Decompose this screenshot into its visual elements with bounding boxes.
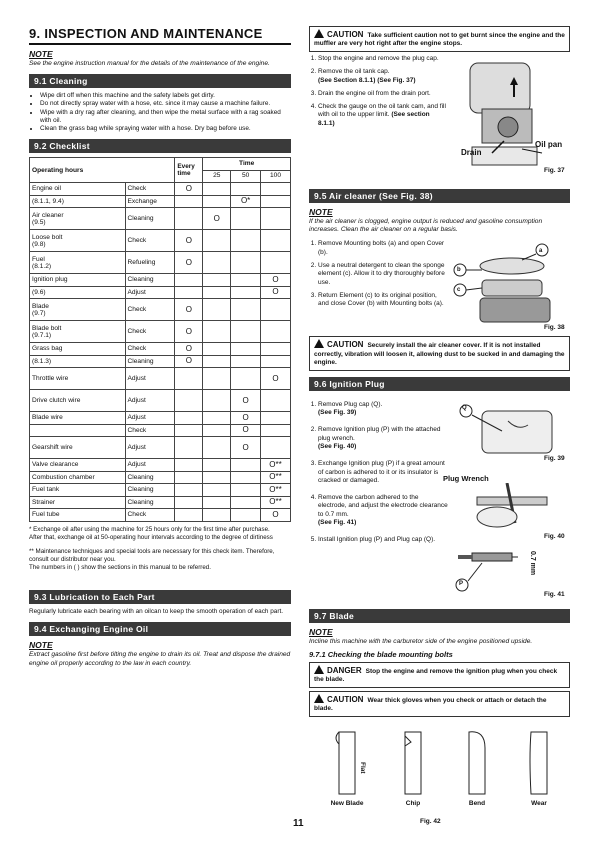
- cell-item: (8.1.1, 9.4): [30, 195, 126, 208]
- cell-50h: O: [231, 390, 261, 412]
- section-air-cleaner-title: 9.5 Air cleaner (See Fig. 38): [309, 189, 570, 203]
- table-row: [30, 183, 291, 196]
- footnote-4: The numbers in ( ) show the sections in this manual to be referred.: [29, 563, 211, 571]
- plug-wrench-label: Plug Wrench: [443, 473, 489, 483]
- table-row: [30, 208, 291, 230]
- warning-triangle-icon: [314, 29, 324, 38]
- cell-50h: [231, 286, 261, 299]
- right-column: [309, 26, 570, 810]
- cell-25h: [203, 195, 231, 208]
- cell-item: Engine oil: [30, 183, 126, 196]
- blade-figure-block: [309, 720, 570, 810]
- cell-100h: O: [261, 274, 291, 287]
- cell-25h: [203, 252, 231, 274]
- cell-50h: [231, 471, 261, 484]
- danger-box: [309, 662, 570, 688]
- cell-every-time: [175, 368, 203, 390]
- cell-item: Grass bag: [30, 343, 126, 356]
- header-25: 25: [203, 170, 231, 183]
- engine-oil-steps-block: [309, 55, 570, 183]
- cell-25h: [203, 459, 231, 472]
- fig-a-label: a: [539, 248, 543, 255]
- section-checklist-title: 9.2 Checklist: [29, 139, 291, 153]
- cell-item: Valve clearance: [30, 459, 126, 472]
- fig-40-illustration: [467, 483, 567, 535]
- cell-every-time: [175, 424, 203, 437]
- cell-item: Strainer: [30, 496, 126, 509]
- cell-100h: O: [261, 368, 291, 390]
- list-item: 5. Install Ignition plug (P) and Plug cap (Q).: [318, 536, 448, 544]
- cell-25h: [203, 412, 231, 425]
- header-operating-hours: Operating hours: [30, 158, 175, 183]
- bend-blade-drawing: [469, 731, 485, 793]
- cell-50h: [231, 355, 261, 368]
- cell-50h: [231, 208, 261, 230]
- footnote-3: ** Maintenance techniques and special tools are necessary for this check item. Therefore, consult our distributor near you.: [29, 547, 275, 563]
- cell-every-time: [175, 509, 203, 522]
- fig-42-illustration: [309, 728, 570, 800]
- cell-100h: [261, 343, 291, 356]
- blade-label-new: New Blade: [330, 799, 364, 807]
- fig-41-illustration: [452, 545, 532, 595]
- cell-every-time: [175, 471, 203, 484]
- cell-action: Adjust: [125, 368, 175, 390]
- list-item: 1. Stop the engine and remove the plug cap.: [318, 55, 446, 63]
- caution-text: Take sufficient caution not to get burnt since the engine and the muffler are very hot right after the engine stops.: [314, 32, 565, 48]
- cell-action: Check: [125, 343, 175, 356]
- cell-50h: O: [231, 412, 261, 425]
- cell-25h: [203, 471, 231, 484]
- cell-25h: [203, 355, 231, 368]
- cell-action: Exchange: [125, 195, 175, 208]
- cell-item: Blade bolt (9.7.1): [30, 321, 126, 343]
- intro-note: See the engine instruction manual for the details of the maintenance of the engine.: [29, 60, 270, 67]
- cell-action: Cleaning: [125, 484, 175, 497]
- cell-every-time: [175, 484, 203, 497]
- engine-oil-steps: [309, 55, 446, 128]
- caution-box: [309, 26, 570, 52]
- cell-action: Cleaning: [125, 208, 175, 230]
- cell-25h: [203, 509, 231, 522]
- caution-tag: CAUTION: [327, 340, 364, 350]
- caution-box: [309, 336, 570, 370]
- fig-oilpan-label: Oil pan: [535, 139, 563, 149]
- fig-p-label: P: [459, 580, 464, 587]
- cell-50h: [231, 496, 261, 509]
- cell-50h: [231, 509, 261, 522]
- table-row: [30, 412, 291, 425]
- table-row: [30, 274, 291, 287]
- table-row: [30, 484, 291, 497]
- checklist-body: [30, 183, 291, 522]
- cell-item: [30, 424, 126, 437]
- section-cleaning-title: 9.1 Cleaning: [29, 74, 291, 88]
- table-row: [30, 321, 291, 343]
- cell-every-time: O: [175, 343, 203, 356]
- new-blade-drawing: [336, 732, 355, 794]
- cell-action: Adjust: [125, 459, 175, 472]
- cell-every-time: O: [175, 252, 203, 274]
- blade-label-chip: Chip: [405, 799, 421, 807]
- table-row: [30, 509, 291, 522]
- cell-action: Adjust: [125, 437, 175, 459]
- list-item: 1. Remove Plug cap (Q). (See Fig. 39): [318, 401, 448, 418]
- cell-25h: [203, 496, 231, 509]
- section-blade-title: 9.7 Blade: [309, 609, 570, 623]
- gap-label: 0.7 mm: [529, 550, 536, 575]
- cell-item: Drive clutch wire: [30, 390, 126, 412]
- cell-every-time: [175, 208, 203, 230]
- blade-subsection-title: 9.7.1 Checking the blade mounting bolts: [309, 649, 453, 659]
- list-item: • Do not directly spray water with a hose, etc. since it may cause a machine failure.: [40, 100, 291, 108]
- fig-drain-label: Drain: [461, 147, 482, 157]
- cell-50h: [231, 230, 261, 252]
- cell-action: Check: [125, 299, 175, 321]
- cell-100h: O**: [261, 484, 291, 497]
- cell-action: Cleaning: [125, 471, 175, 484]
- cell-action: Check: [125, 424, 175, 437]
- air-cleaner-block: [309, 240, 570, 332]
- cell-action: Adjust: [125, 412, 175, 425]
- chip-blade-drawing: [405, 732, 421, 794]
- cell-50h: [231, 368, 261, 390]
- warning-triangle-icon: [314, 665, 324, 674]
- cell-50h: O: [231, 437, 261, 459]
- cell-50h: [231, 252, 261, 274]
- cell-item: Fuel tube: [30, 509, 126, 522]
- section-ignition-plug-title: 9.6 Ignition Plug: [309, 377, 570, 391]
- cell-100h: [261, 299, 291, 321]
- cell-item: Throttle wire: [30, 368, 126, 390]
- ignition-plug-block: [309, 395, 570, 605]
- cell-every-time: [175, 286, 203, 299]
- list-item: • Wipe with a dry rag after cleaning, and then wipe the metal surface with a rag soaked with oil.: [40, 109, 291, 125]
- cell-100h: [261, 390, 291, 412]
- cell-50h: [231, 321, 261, 343]
- cell-item: Loose bolt (9.8): [30, 230, 126, 252]
- section-lubrication-title: 9.3 Lubrication to Each Part: [29, 590, 291, 604]
- fig-39-illustration: [452, 401, 570, 461]
- list-item: 1. Remove Mounting bolts (a) and open Cover (b).: [318, 240, 446, 257]
- cell-25h: [203, 274, 231, 287]
- table-row: [30, 355, 291, 368]
- engine-oil-figure: [452, 57, 570, 177]
- cell-every-time: [175, 459, 203, 472]
- lubrication-text: Regularly lubricate each bearing with an oilcan to keep the smooth operation of each part.: [29, 607, 284, 615]
- wear-blade-drawing: [530, 732, 547, 794]
- cell-100h: O**: [261, 471, 291, 484]
- cell-item: Fuel tank: [30, 484, 126, 497]
- fig-41-label: Fig. 41: [544, 590, 565, 598]
- cell-25h: [203, 321, 231, 343]
- fig-42-label: Fig. 42: [420, 818, 441, 825]
- cell-25h: [203, 368, 231, 390]
- cell-50h: [231, 343, 261, 356]
- cell-action: Adjust: [125, 390, 175, 412]
- cell-item: Combustion chamber: [30, 471, 126, 484]
- cell-100h: [261, 183, 291, 196]
- checklist-table: [29, 157, 291, 522]
- cell-100h: [261, 230, 291, 252]
- cell-50h: [231, 299, 261, 321]
- cell-every-time: [175, 274, 203, 287]
- engine-oil-note: Extract gasoline first before tilting the engine to drain its oil. Treat and dispose the drained engine oil properly according to the law in each country.: [29, 651, 291, 667]
- cell-action: Cleaning: [125, 355, 175, 368]
- cell-50h: [231, 274, 261, 287]
- cell-every-time: O: [175, 299, 203, 321]
- cell-every-time: O: [175, 230, 203, 252]
- table-row: [30, 299, 291, 321]
- cell-100h: [261, 252, 291, 274]
- fig-b-label: b: [457, 267, 461, 274]
- cell-action: Check: [125, 321, 175, 343]
- table-row: [30, 471, 291, 484]
- cell-action: Check: [125, 183, 175, 196]
- cell-100h: O**: [261, 459, 291, 472]
- list-item: 3. Drain the engine oil from the drain port.: [318, 90, 446, 98]
- cell-item: Blade (9.7): [30, 299, 126, 321]
- cell-every-time: O: [175, 183, 203, 196]
- table-row: [30, 496, 291, 509]
- section-engine-oil-title: 9.4 Exchanging Engine Oil: [29, 622, 291, 636]
- cell-every-time: [175, 437, 203, 459]
- cell-item: Blade wire: [30, 412, 126, 425]
- footnote-1: * Exchange oil after using the machine for 25 hours only for the first time after purchase.: [29, 525, 270, 533]
- warning-triangle-icon: [314, 339, 324, 348]
- cell-50h: [231, 484, 261, 497]
- cell-every-time: [175, 195, 203, 208]
- cell-every-time: [175, 390, 203, 412]
- cell-action: Check: [125, 509, 175, 522]
- fig-q-label: Q: [462, 404, 467, 411]
- list-item: • Wipe dirt off when this machine and the safety labels get dirty.: [40, 92, 291, 100]
- cell-50h: [231, 183, 261, 196]
- list-item: 4. Check the gauge on the oil tank cam, and fill with oil to the upper limit. (See section 8.1.1): [318, 103, 446, 128]
- fig-38-label: Fig. 38: [544, 324, 565, 332]
- cleaning-list: [29, 92, 291, 133]
- fig-40-label: Fig. 40: [544, 532, 565, 540]
- cell-100h: [261, 208, 291, 230]
- page-number: 11: [293, 818, 304, 829]
- cell-25h: [203, 230, 231, 252]
- cell-100h: [261, 437, 291, 459]
- cell-25h: [203, 183, 231, 196]
- cell-100h: [261, 195, 291, 208]
- table-row: [30, 368, 291, 390]
- cell-every-time: O: [175, 321, 203, 343]
- blade-label-bend: Bend: [468, 799, 486, 807]
- cell-item: Air cleaner (9.5): [30, 208, 126, 230]
- table-row: [30, 230, 291, 252]
- header-100: 100: [261, 170, 291, 183]
- cell-25h: [203, 343, 231, 356]
- caution-tag: CAUTION: [327, 694, 364, 704]
- list-item: 2. Remove the oil tank cap. (See Section 8.1.1) (See Fig. 37): [318, 68, 446, 85]
- cell-item: (9.6): [30, 286, 126, 299]
- air-cleaner-note: If the air cleaner is clogged, engine output is reduced and gasoline consumption increases. Clean the air cleaner on a regular basis.: [309, 217, 543, 234]
- blade-note: Incline this machine with the carburetor side of the engine positioned upside.: [309, 637, 533, 645]
- cell-action: Check: [125, 230, 175, 252]
- caution-text: Wear thick gloves when you check or attach or detach the blade.: [314, 696, 547, 713]
- air-cleaner-steps: [309, 240, 446, 308]
- cell-50h: [231, 459, 261, 472]
- caution-tag: CAUTION: [327, 30, 364, 39]
- cell-25h: O: [203, 208, 231, 230]
- fig-c-label: c: [457, 287, 461, 294]
- cell-100h: O: [261, 286, 291, 299]
- cell-100h: O: [261, 509, 291, 522]
- header-50: 50: [231, 170, 261, 183]
- cell-25h: [203, 390, 231, 412]
- note-label: NOTE: [309, 206, 333, 217]
- cell-100h: O**: [261, 496, 291, 509]
- danger-tag: DANGER: [327, 665, 362, 675]
- cell-item: (8.1.3): [30, 355, 126, 368]
- cell-every-time: [175, 412, 203, 425]
- blade-label-wear: Wear: [531, 799, 547, 807]
- caution-text: Securely install the air cleaner cover. If it is not installed correctly, vibration will loosen it, allowing dust to be sucked in and damaging the engine.: [314, 342, 565, 367]
- cell-item: Ignition plug: [30, 274, 126, 287]
- ignition-plug-steps: [309, 395, 448, 545]
- cell-every-time: [175, 496, 203, 509]
- list-item: 3. Exchange Ignition plug (P) if a great amount of carbon is adhered to it or its insulator is cracked or damaged.: [318, 460, 448, 485]
- cell-50h: O*: [231, 195, 261, 208]
- cell-25h: [203, 299, 231, 321]
- table-row: [30, 437, 291, 459]
- header-time: Time: [203, 158, 291, 171]
- fig-37-label: Fig. 37: [544, 166, 565, 174]
- cell-100h: [261, 321, 291, 343]
- table-row: [30, 459, 291, 472]
- danger-text: Stop the engine and remove the ignition plug when you check the blade.: [314, 667, 558, 684]
- list-item: • Clean the grass bag while spraying water with a hose. Dry bag before use.: [40, 125, 291, 133]
- cell-action: Refueling: [125, 252, 175, 274]
- cell-100h: [261, 355, 291, 368]
- table-row: [30, 424, 291, 437]
- cell-100h: [261, 412, 291, 425]
- footnote-2: After that, exchange oil at 50-operating hour intervals according to the degree of dirtiness: [29, 533, 273, 541]
- list-item: 3. Return Element (c) to its original position, and close Cover (b) with Mounting bolts (a).: [318, 292, 446, 309]
- table-row: [30, 286, 291, 299]
- caution-box: [309, 691, 570, 717]
- list-item: 4. Remove the carbon adhered to the electrode, and adjust the electrode clearance to 0.7 mm. (See Fig. 41): [318, 494, 448, 527]
- cell-25h: [203, 286, 231, 299]
- warning-triangle-icon: [314, 694, 324, 703]
- list-item: 2. Use a neutral detergent to clean the sponge element (c). Allow it to dry thoroughly before use.: [318, 262, 446, 287]
- table-row: [30, 390, 291, 412]
- cell-every-time: O: [175, 355, 203, 368]
- cell-25h: [203, 437, 231, 459]
- cell-100h: [261, 424, 291, 437]
- cell-item: Gearshift wire: [30, 437, 126, 459]
- cell-25h: [203, 484, 231, 497]
- note-label: NOTE: [29, 640, 53, 651]
- left-column: [29, 26, 291, 674]
- cell-25h: [203, 424, 231, 437]
- cell-50h: O: [231, 424, 261, 437]
- cell-action: Cleaning: [125, 274, 175, 287]
- table-row: [30, 252, 291, 274]
- table-row: [30, 195, 291, 208]
- cell-action: Cleaning: [125, 496, 175, 509]
- cell-action: Adjust: [125, 286, 175, 299]
- cell-item: Fuel (8.1.2): [30, 252, 126, 274]
- header-every-time: Every time: [175, 158, 203, 183]
- table-row: [30, 343, 291, 356]
- page-title: 9. INSPECTION AND MAINTENANCE: [29, 26, 291, 45]
- list-item: 2. Remove Ignition plug (P) with the attached plug wrench. (See Fig. 40): [318, 426, 448, 451]
- air-cleaner-figure: [452, 240, 570, 326]
- note-label: NOTE: [29, 49, 53, 59]
- note-label: NOTE: [309, 626, 333, 637]
- fig-39-label: Fig. 39: [544, 454, 565, 462]
- flat-label: Flat: [359, 761, 366, 774]
